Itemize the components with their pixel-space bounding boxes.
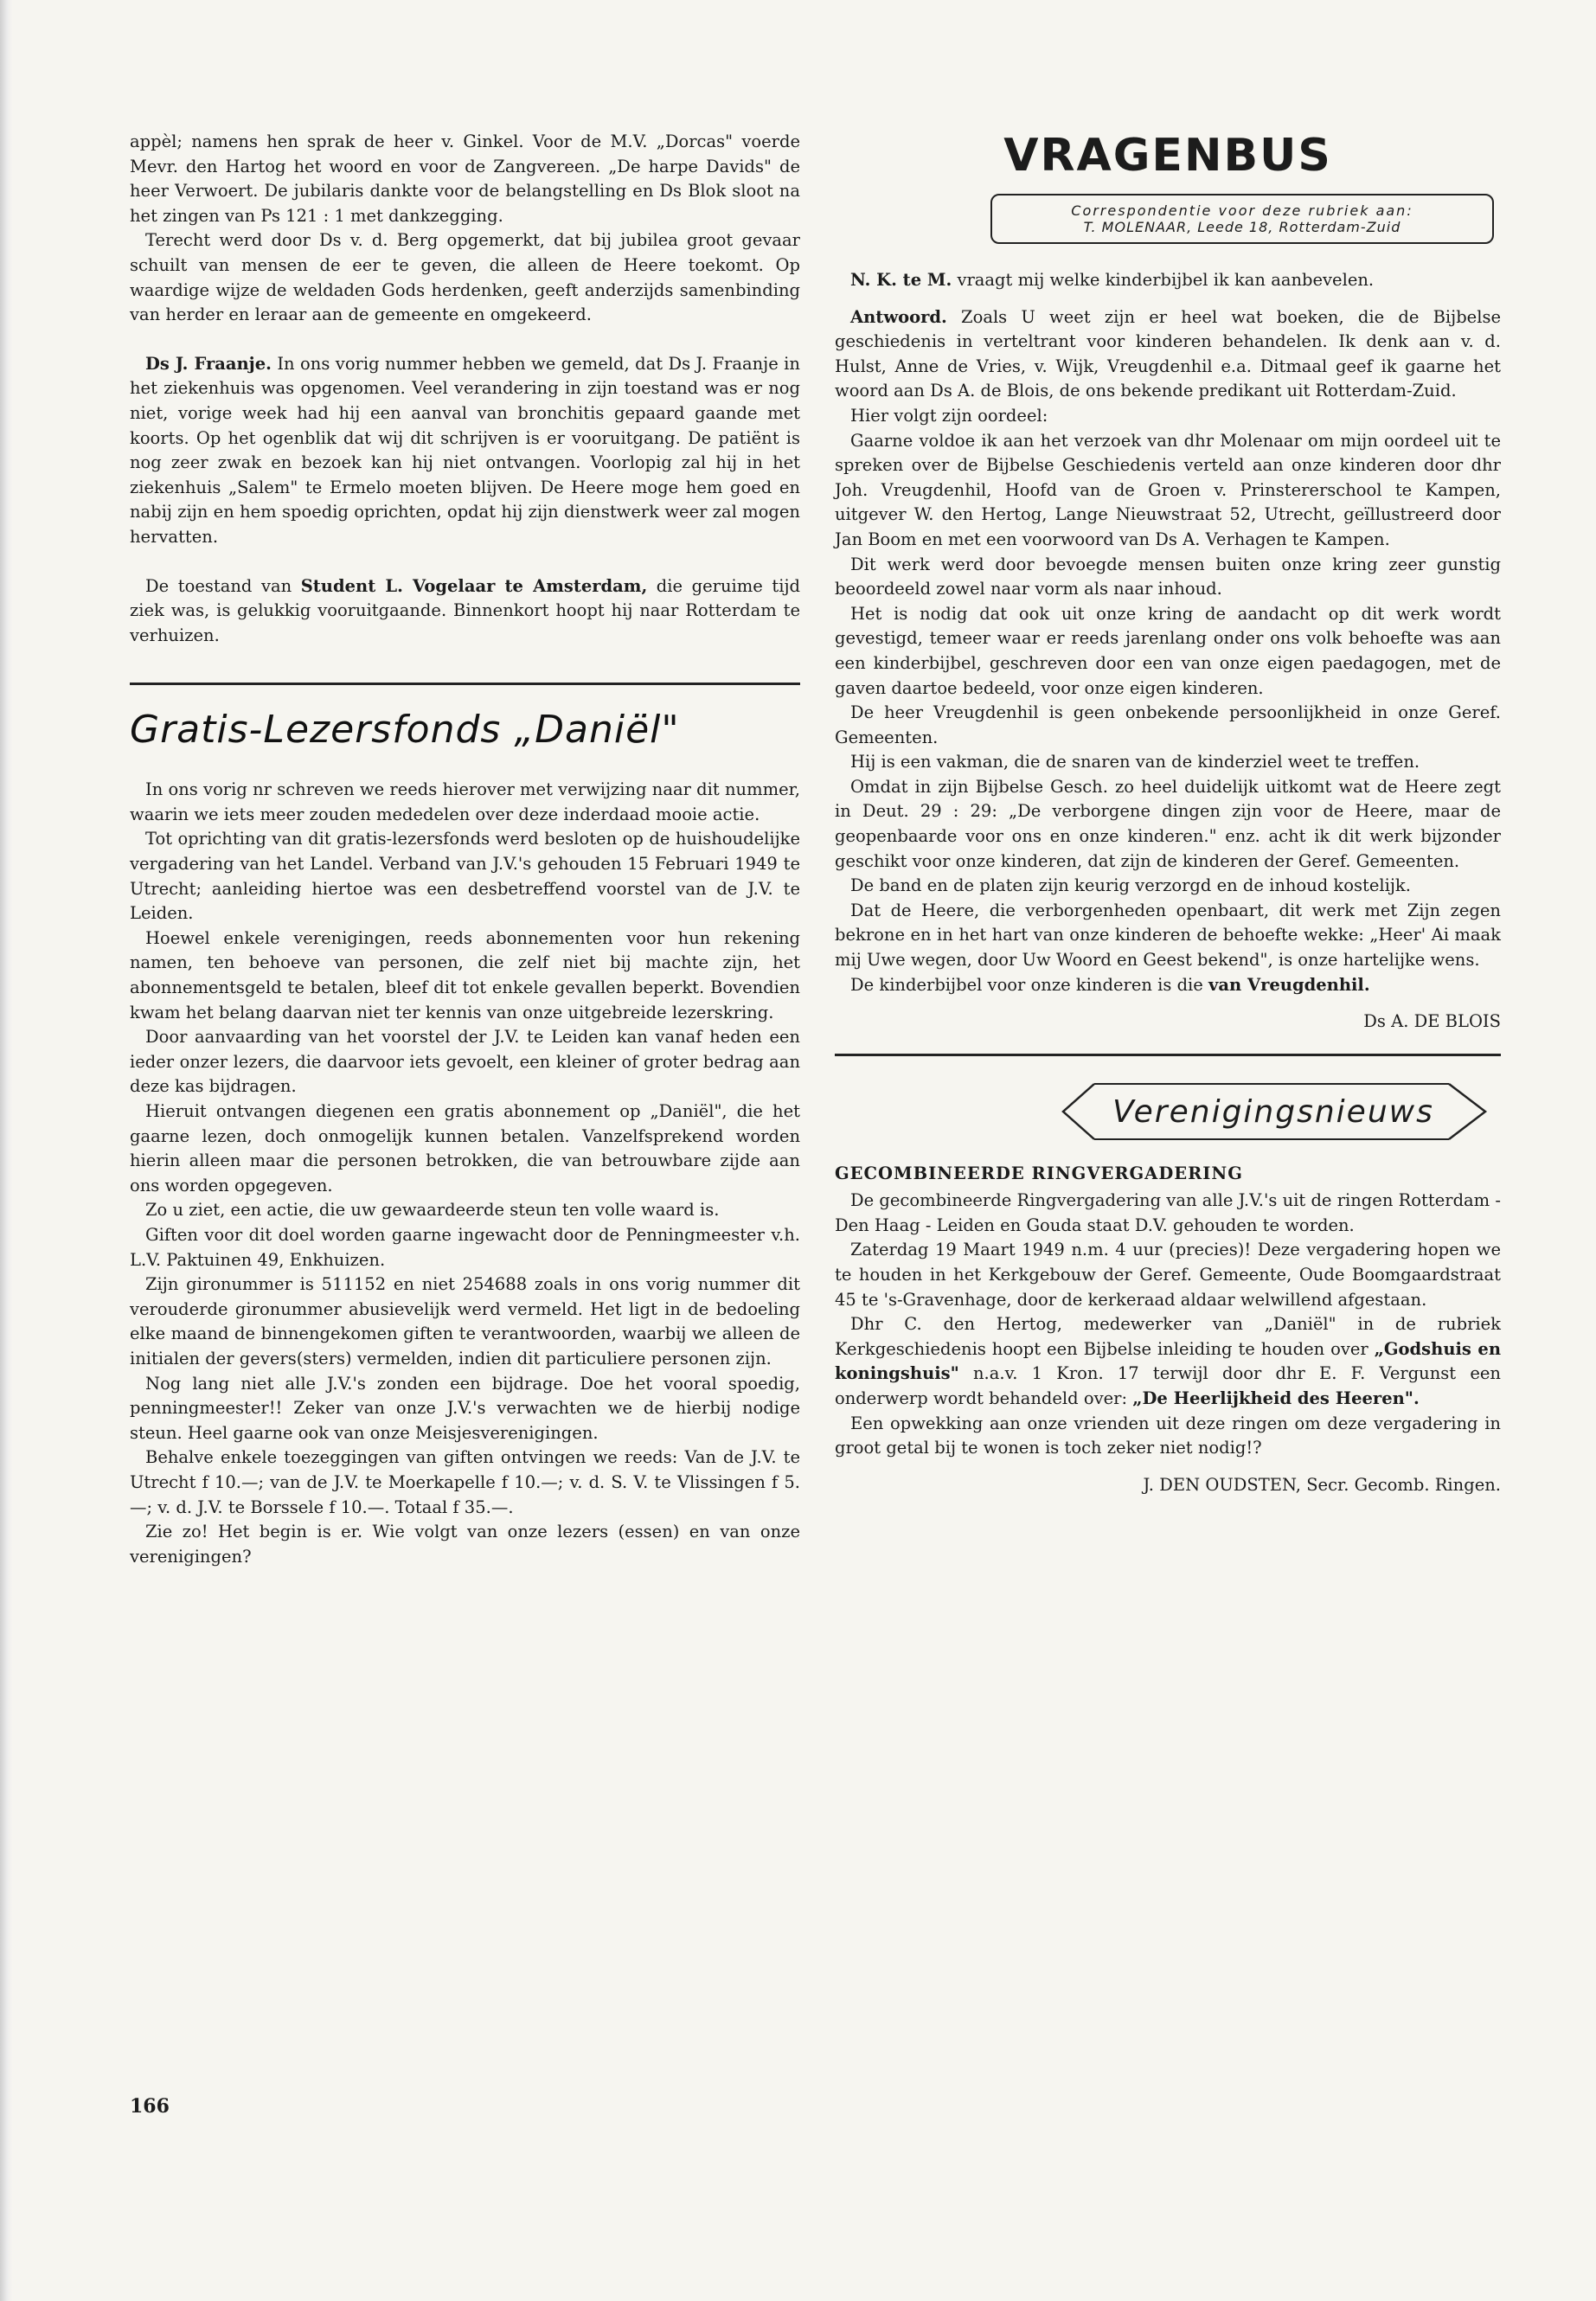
answer-body-paragraph: Omdat in zijn Bijbelse Gesch. zo heel duidelijk uitkomt wat de Heere zegt in Deut. 29 : 29: „De verborgene dingen zijn voor de Heere, maar de geopenbaarde voor ons en onze kinderen." enz. acht ik dit werk bijzonder geschikt voor onze kinderen, dat zijn de kinderen der Geref. Gemeenten.	[835, 776, 1501, 871]
answer-paragraph	[835, 305, 1501, 404]
correspondence-box	[990, 194, 1494, 244]
correspondence-line1: Correspondentie voor deze rubriek aan:	[1071, 202, 1413, 219]
answer-body-paragraph: Gaarne voldoe ik aan het verzoek van dhr Molenaar om mijn oordeel uit te spreken over de Bijbelse Geschiedenis verteld aan onze kinderen door dhr Joh. Vreugdenhil, Hoofd van de Groen v. Prinstererschool te Kampen, uitgever W. den Hertog, Lange Nieuwstraat 52, Utrecht, geïllustreerd door Jan Boom en met een voorwoord van Ds A. Verhagen te Kampen.	[835, 430, 1501, 549]
lezersfonds-paragraph: Door aanvaarding van het voorstel der J.V. te Leiden kan vanaf heden een ieder onzer lezers, die daarvoor iets gevoelt, een kleiner of groter bedrag aan deze kas bijdragen.	[130, 1027, 800, 1097]
answer-body-paragraph: De band en de platen zijn keurig verzorgd en de inhoud kostelijk.	[850, 875, 1411, 896]
fraanje-lead: Ds J. Fraanje.	[145, 353, 272, 374]
conclusion-bold: van Vreugdenhil.	[1208, 974, 1370, 995]
question-text: vraagt mij welke kinderbijbel ik kan aanbevelen.	[952, 270, 1375, 290]
lezersfonds-paragraph: Hoewel enkele verenigingen, reeds abonnementen voor hun rekening namen, ten behoeve van personen, die zelf niet bij machte zijn, het abonnementsgeld te betalen, bleef dit tot enkele gevallen beperkt. Bovendien kwam het belang daarvan niet ter kennis van onze uitgebreide lezerskring.	[130, 927, 800, 1022]
answer-body-paragraph: De heer Vreugdenhil is geen onbekende persoonlijkheid in onze Geref. Gemeenten.	[835, 702, 1501, 747]
answer-body-paragraph: Dit werk werd door bevoegde mensen buiten onze kring zeer gunstig beoordeeld zowel naar vorm als naar inhoud.	[835, 554, 1501, 599]
lezersfonds-paragraph: Hieruit ontvangen diegenen een gratis abonnement op „Daniël", die het gaarne lezen, doch onmogelijk kunnen betalen. Vanzelfsprekend worden hierin alleen maar die personen betrokken, die van betrouwbare zijde aan ons worden opgegeven.	[130, 1101, 800, 1195]
lezersfonds-paragraph: Zie zo! Het begin is er. Wie volgt van onze lezers (essen) en van onze verenigingen?	[130, 1522, 800, 1567]
vogelaar-paragraph	[130, 574, 800, 649]
verenigingsnieuws-title: Verenigingsnieuws	[1112, 1094, 1434, 1131]
intro-paragraph: Terecht werd door Ds v. d. Berg opgemerkt, dat bij jubilea groot gevaar schuilt van mensen de eer te geven, die alleen de Heere toekomt. Op waardige wijze de weldaden Gods herdenken, geeft anderzijds samenbinding van herder en leraar aan de gemeente en omgekeerd.	[130, 230, 800, 325]
lezersfonds-paragraph: Tot oprichting van dit gratis-lezersfonds werd besloten op de huishoudelijke vergadering van het Landel. Verband van J.V.'s gehouden 15 Februari 1949 te Utrecht; aanleiding hiertoe was een desbetreffend voorstel van de J.V. te Leiden.	[130, 829, 800, 924]
fraanje-paragraph	[130, 352, 800, 550]
fraanje-text: In ons vorig nummer hebben we gemeld, dat Ds J. Fraanje in het ziekenhuis was opgenomen. Veel verandering in zijn toestand was er nog niet, vorige week had hij een aanval van bronchitis gepaard gaande met koorts. Op het ogenblik dat wij dit schrijven is er vooruitgang. De patiënt is nog zeer zwak en bezoek kan hij niet ontvangen. Voorlopig zal hij in het ziekenhuis „Salem" te Ermelo moeten blijven. De Heere moge hem goed en nabij zijn en hem spoedig oprichten, opdat hij zijn dienstwerk weer zal mogen hervatten.	[130, 353, 800, 547]
intro-paragraph: appèl; namens hen sprak de heer v. Ginkel. Voor de M.V. „Dorcas" voerde Mevr. den Hartog het woord en voor de Zangvereen. „De harpe Davids" de heer Verwoert. De jubilaris dankte voor de belangstelling en Ds Blok sloot na het zingen van Ps 121 : 1 met dankzegging.	[130, 131, 800, 226]
lezersfonds-paragraph: In ons vorig nr schreven we reeds hierover met verwijzing naar dit nummer, waarin we iets meer zouden mededelen over deze inderdaad mooie actie.	[130, 779, 800, 824]
page-spine	[0, 0, 12, 2301]
signature-de-blois: Ds A. DE BLOIS	[1363, 1011, 1501, 1032]
lezersfonds-paragraph: Zo u ziet, een actie, die uw gewaardeerde steun ten volle waard is.	[145, 1200, 720, 1221]
answer-body-paragraph: Hij is een vakman, die de snaren van de kinderziel weet te treffen.	[850, 752, 1420, 772]
signature-den-oudsten: J. DEN OUDSTEN, Secr. Gecomb. Ringen.	[1143, 1474, 1501, 1495]
question-lead: N. K. te M.	[850, 270, 952, 290]
section-divider	[835, 1054, 1501, 1056]
lezersfonds-paragraph: Nog lang niet alle J.V.'s zonden een bijdrage. Doe het vooral spoedig, penningmeester!! Zeker van onze J.V.'s verwachten we de hierbij nodige steun. Heel gaarne ook van onze Meisjesverenigingen.	[130, 1373, 800, 1443]
answer-text: Zoals U weet zijn er heel wat boeken, die de Bijbelse geschiedenis in verteltrant voor kinderen behandelen. Ik denk aan v. d. Hulst, Anne de Vries, v. Wijk, Vreugdenhil e.a. Ditmaal geef ik gaarne het woord aan Ds A. de Blois, de ons bekende predikant uit Rotterdam-Zuid.	[835, 306, 1501, 401]
lezersfonds-paragraph: Giften voor dit doel worden gaarne ingewacht door de Penningmeester v.h. L.V. Paktuinen 49, Enkhuizen.	[130, 1224, 800, 1270]
conclusion-pre: De kinderbijbel voor onze kinderen is die	[850, 974, 1209, 995]
section-divider	[130, 683, 800, 685]
correspondence-line2: T. MOLENAAR, Leede 18, Rotterdam-Zuid	[1083, 219, 1401, 235]
answer-body-paragraph: Het is nodig dat ook uit onze kring de aandacht op dit werk wordt gevestigd, temeer waar er reeds jarenlang onder ons volk behoefte was aan een kinderbijbel, geschreven door een van onze eigen paedagogen, met de gaven daartoe bedeeld, voor onze eigen kinderen.	[835, 603, 1501, 698]
ring-paragraph: Zaterdag 19 Maart 1949 n.m. 4 uur (precies)! Deze vergadering hopen we te houden in het Kerkgebouw der Geref. Gemeente, Oude Boomgaardstraat 45 te 's-Gravenhage, door de kerkeraad aldaar welwillend afgestaan.	[835, 1240, 1501, 1310]
page-number: 166	[130, 2095, 170, 2118]
vogelaar-post: die geruime tijd ziek was, is gelukkig vooruitgaande. Binnenkort hoopt hij naar Rotterdam te verhuizen.	[130, 575, 800, 645]
ring-paragraph: Een opwekking aan onze vrienden uit deze ringen om deze vergadering in groot getal bij te wonen is toch zeker niet nodig!?	[835, 1413, 1501, 1458]
vragenbus-title: VRAGENBUS	[1003, 130, 1332, 182]
ring-paragraph: De gecombineerde Ringvergadering van alle J.V.'s uit de ringen Rotterdam - Den Haag - Leiden en Gouda staat D.V. gehouden te worden.	[835, 1190, 1501, 1235]
ring-p3-bold1: „Godshuis en koningshuis"	[835, 1338, 1502, 1384]
lezersfonds-paragraph: Zijn gironummer is 511152 en niet 254688 zoals in ons vorig nummer dit verouderde gironummer abusievelijk werd vermeld. Het ligt in de bedoeling elke maand de binnengekomen giften te verantwoorden, waarbij we alleen de initialen der gevers(sters) vermelden, indien dit particuliere personen zijn.	[130, 1274, 800, 1368]
question-paragraph	[835, 268, 1501, 293]
right-column	[835, 130, 1501, 1509]
ring-p3-text1: Dhr C. den Hertog, medewerker van „Daniël" in de rubriek Kerkgeschiedenis hoopt een Bijbelse inleiding te houden over	[835, 1314, 1501, 1359]
ring-p3-text2: n.a.v. 1 Kron. 17 terwijl door dhr E. F. Vergunst een onderwerp wordt behandeld over:	[835, 1363, 1501, 1408]
conclusion-paragraph	[835, 973, 1501, 998]
lezersfonds-title: Gratis-Lezersfonds „Daniël"	[130, 708, 680, 753]
ring-paragraph	[835, 1312, 1501, 1411]
lezersfonds-paragraph: Behalve enkele toezeggingen van giften ontvingen we reeds: Van de J.V. te Utrecht f 10.—; van de J.V. te Moerkapelle f 10.—; v. d. S. V. te Vlissingen f 5.—; v. d. J.V. te Borssele f 10.—. Totaal f 35.—.	[130, 1447, 800, 1517]
verenigingsnieuws-banner	[835, 1077, 1501, 1146]
answer-lead: Antwoord.	[850, 306, 947, 327]
answer-body-paragraph: Hier volgt zijn oordeel:	[850, 405, 1048, 426]
answer-body-paragraph: Dat de Heere, die verborgenheden openbaart, dit werk met Zijn zegen bekrone en in het hart van onze kinderen de behoefte wekke: „Heer' Ai maak mij Uwe wegen, door Uw Woord en Geest bekend", is onze hartelijke wens.	[835, 900, 1501, 971]
left-column	[130, 130, 800, 1569]
vogelaar-bold: Student L. Vogelaar te Amsterdam,	[300, 575, 648, 596]
ring-p3-bold2: „De Heerlijkheid des Heeren".	[1132, 1388, 1420, 1408]
ring-subhead: GECOMBINEERDE RINGVERGADERING	[835, 1163, 1243, 1184]
vogelaar-pre: De toestand van	[145, 575, 301, 596]
